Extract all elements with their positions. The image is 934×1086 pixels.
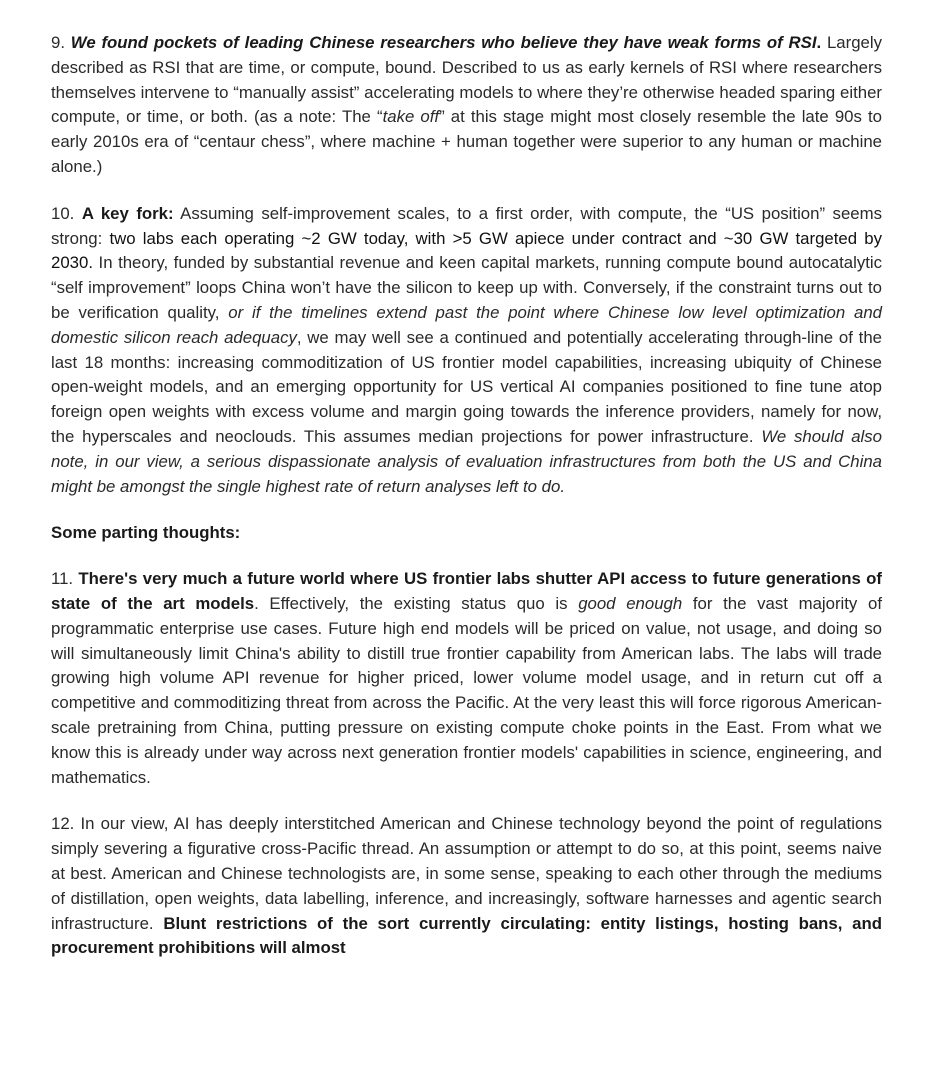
key-finding: There's very much a future world where US frontier labs shutter API access to future generations of state of the art models: [51, 569, 882, 613]
key-finding-period: .: [816, 33, 822, 52]
emphasis-text: or if the timelines extend past the point where Chinese low level optimization and domestic silicon reach adequacy: [51, 302, 882, 347]
body-text: , we may well see a continued and potentially accelerating through-line of the last 18 months: increasing commoditization of US frontier model capabilities, increasing ubiquity of Chinese open-weight models, and an emerging opportunity for US vertical AI companies positioned to fine tune atop foreign open weights with excess volume and margin going towards the inference providers, namely for now, the hyperscales and neoclouds. This assumes median projections for power infrastructure.: [51, 327, 883, 446]
paragraph-number: 11.: [51, 569, 79, 589]
body-text: 12. In our view, AI has deeply interstitched American and Chinese technology beyond the point of regulations simply severing a figurative cross-Pacific thread. An assumption or attempt to do so, at this point, seems naive at best. American and Chinese technologists are, in some sense, speaking to each other through the mediums of distillation, open weights, data labelling, inference, and increasingly, software harnesses and agentic search infrastructure.: [51, 814, 882, 933]
paragraph-10: [51, 202, 882, 500]
body-text: Largely described as RSI that are time, or compute, bound. Described to us as early kernels of RSI where researchers themselves intervene to “manually assist” accelerating models to where they’re otherwise headed sparing either compute, or time, or both. (as a note: The “: [51, 33, 882, 127]
emphasis-text: good enough: [578, 593, 683, 613]
body-text: ” at this stage might most closely resemble the late 90s to early 2010s era of “centaur chess”, where machine + human together were superior to any human or machine alone.): [51, 107, 882, 176]
section-heading: Some parting thoughts:: [51, 523, 241, 543]
paragraph-number: 10.: [51, 203, 82, 223]
body-text: In theory, funded by substantial revenue and keen capital markets, running compute bound autocatalytic “self improvement” loops China won’t have the silicon to keep up with. Conversely, if the constraint turns out to be verification quality,: [51, 253, 882, 322]
paragraph-11: [51, 567, 882, 790]
body-text: Assuming self-improvement scales, to a first order, with compute, the “US position” seems strong:: [51, 203, 882, 248]
key-fork-label: A key fork:: [81, 203, 174, 223]
compute-figures-text: two labs each operating ~2 GW today, with >5 GW apiece under contract and ~30 GW targeted by 2030.: [51, 228, 883, 273]
paragraph-number: 9.: [51, 33, 71, 52]
paragraph-12: [51, 812, 882, 961]
body-text: for the vast majority of programmatic enterprise use cases. Future high end models will be priced on value, not usage, and doing so will simultaneously limit China's ability to distill true frontier capability from American labs. The labs will trade growing high volume API revenue for higher priced, lower volume model usage, and in return cut off a competitive and commoditizing threat from across the Pacific. At the very least this will force rigorous American-scale pretraining from China, putting pressure on existing compute choke points in the East. From what we know this is already under way across next generation frontier models' capabilities in science, engineering, and mathematics.: [51, 593, 882, 787]
body-text: . Effectively, the existing status quo is: [254, 593, 579, 613]
paragraph-9: [51, 31, 882, 180]
emphasis-text: We should also note, in our view, a serious dispassionate analysis of evaluation infrastructures from both the US and China might be amongst the single highest rate of return analyses left to do.: [51, 426, 882, 496]
key-finding: Blunt restrictions of the sort currently circulating: entity listings, hosting bans, and procurement prohibitions will almost: [51, 913, 882, 958]
article-body: [51, 31, 882, 983]
emphasis-text: take off: [382, 107, 440, 127]
key-finding: We found pockets of leading Chinese researchers who believe they have weak forms of RSI: [70, 33, 817, 52]
